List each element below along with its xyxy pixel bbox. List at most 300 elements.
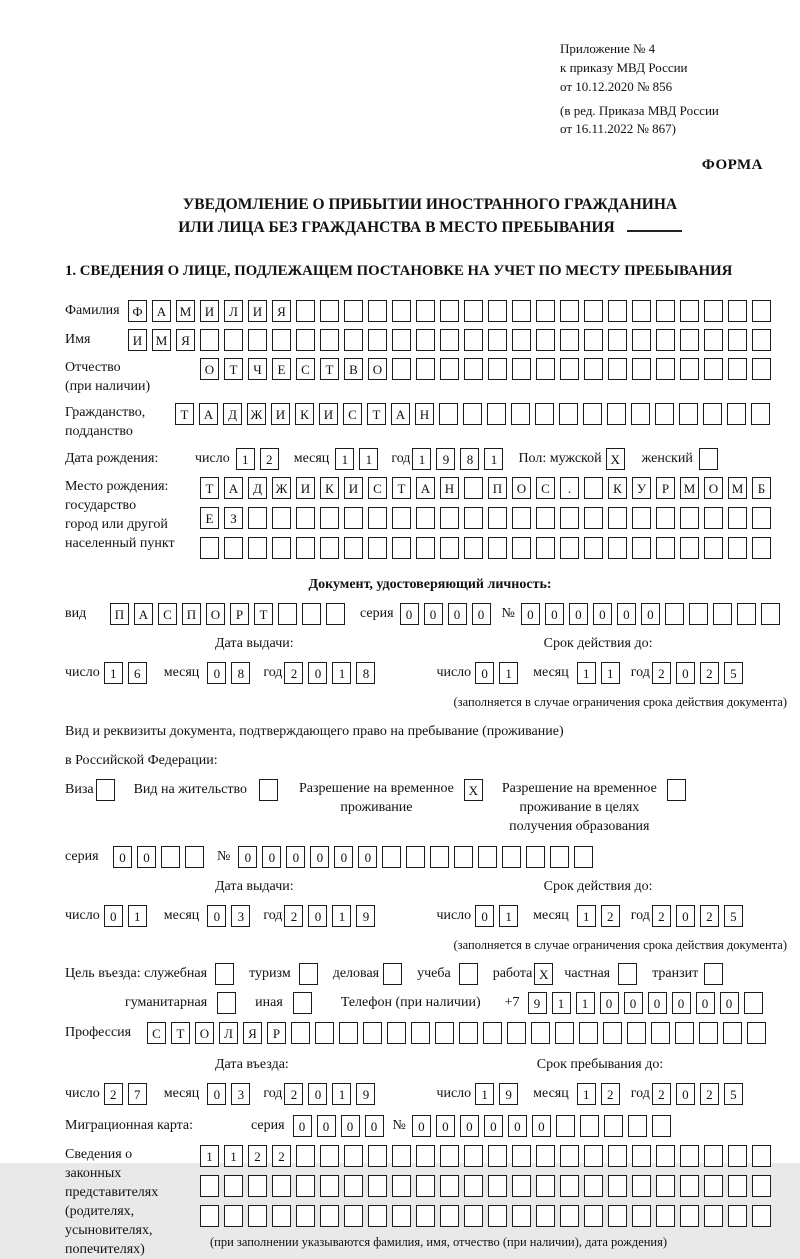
char-cell[interactable] — [344, 300, 363, 322]
char-cell[interactable] — [291, 1022, 310, 1044]
char-cell[interactable]: И — [128, 329, 147, 351]
char-cell[interactable] — [392, 1175, 411, 1197]
char-cell[interactable] — [656, 300, 675, 322]
char-cell[interactable] — [751, 403, 770, 425]
char-cell[interactable] — [689, 603, 708, 625]
char-cell[interactable] — [608, 1205, 627, 1227]
char-cell[interactable]: А — [134, 603, 153, 625]
char-cell[interactable] — [440, 300, 459, 322]
char-cell[interactable] — [416, 329, 435, 351]
char-cell[interactable] — [416, 300, 435, 322]
char-cell[interactable] — [392, 537, 411, 559]
char-cell[interactable] — [680, 1175, 699, 1197]
char-cell[interactable]: Д — [248, 477, 267, 499]
char-cell[interactable] — [440, 507, 459, 529]
char-cell[interactable]: 2 — [284, 1083, 303, 1105]
char-cell[interactable] — [248, 329, 267, 351]
char-cell[interactable]: О — [206, 603, 225, 625]
char-cell[interactable] — [652, 1115, 671, 1137]
char-cell[interactable]: 1 — [236, 448, 255, 470]
char-cell[interactable] — [723, 1022, 742, 1044]
char-cell[interactable]: 0 — [545, 603, 564, 625]
char-cell[interactable] — [728, 1145, 747, 1167]
char-cell[interactable] — [574, 846, 593, 868]
char-cell[interactable] — [752, 1145, 771, 1167]
char-cell[interactable] — [439, 403, 458, 425]
char-cell[interactable] — [315, 1022, 334, 1044]
char-cell[interactable]: Е — [200, 507, 219, 529]
char-cell[interactable]: 6 — [128, 662, 147, 684]
char-cell[interactable] — [744, 992, 763, 1014]
char-cell[interactable]: 2 — [601, 905, 620, 927]
char-cell[interactable] — [488, 300, 507, 322]
char-cell[interactable] — [507, 1022, 526, 1044]
char-cell[interactable] — [382, 846, 401, 868]
char-cell[interactable]: М — [680, 477, 699, 499]
char-cell[interactable] — [535, 403, 554, 425]
char-cell[interactable] — [536, 300, 555, 322]
char-cell[interactable]: Т — [224, 358, 243, 380]
char-cell[interactable]: 1 — [552, 992, 571, 1014]
char-cell[interactable] — [584, 477, 603, 499]
char-cell[interactable] — [320, 300, 339, 322]
char-cell[interactable]: К — [295, 403, 314, 425]
char-cell[interactable] — [584, 1175, 603, 1197]
char-cell[interactable] — [665, 603, 684, 625]
char-cell[interactable] — [392, 1145, 411, 1167]
char-cell[interactable]: 1 — [200, 1145, 219, 1167]
char-cell[interactable] — [344, 1175, 363, 1197]
char-cell[interactable] — [272, 537, 291, 559]
char-cell[interactable] — [320, 329, 339, 351]
char-cell[interactable] — [488, 1145, 507, 1167]
char-cell[interactable] — [512, 329, 531, 351]
char-cell[interactable] — [512, 1205, 531, 1227]
char-cell[interactable] — [344, 507, 363, 529]
char-cell[interactable]: С — [368, 477, 387, 499]
char-cell[interactable] — [584, 1145, 603, 1167]
char-cell[interactable]: 0 — [696, 992, 715, 1014]
char-cell[interactable] — [296, 1205, 315, 1227]
char-cell[interactable]: 1 — [335, 448, 354, 470]
char-cell[interactable] — [627, 1022, 646, 1044]
char-cell[interactable]: Я — [243, 1022, 262, 1044]
char-cell[interactable]: И — [319, 403, 338, 425]
char-cell[interactable] — [560, 1145, 579, 1167]
char-cell[interactable]: А — [391, 403, 410, 425]
char-cell[interactable]: Б — [752, 477, 771, 499]
char-cell[interactable]: М — [152, 329, 171, 351]
char-cell[interactable] — [487, 403, 506, 425]
char-cell[interactable]: И — [344, 477, 363, 499]
char-cell[interactable] — [224, 329, 243, 351]
char-cell[interactable] — [488, 329, 507, 351]
char-cell[interactable]: С — [147, 1022, 166, 1044]
char-cell[interactable] — [440, 1175, 459, 1197]
char-cell[interactable] — [464, 1145, 483, 1167]
char-cell[interactable]: 2 — [104, 1083, 123, 1105]
char-cell[interactable]: Т — [200, 477, 219, 499]
char-cell[interactable]: 1 — [499, 662, 518, 684]
char-cell[interactable] — [608, 537, 627, 559]
char-cell[interactable] — [200, 329, 219, 351]
char-cell[interactable]: И — [200, 300, 219, 322]
char-cell[interactable]: Т — [367, 403, 386, 425]
char-cell[interactable] — [536, 358, 555, 380]
char-cell[interactable]: 9 — [436, 448, 455, 470]
visa-checkbox[interactable] — [96, 779, 115, 801]
char-cell[interactable]: 0 — [207, 1083, 226, 1105]
char-cell[interactable] — [248, 1175, 267, 1197]
char-cell[interactable] — [752, 1175, 771, 1197]
char-cell[interactable] — [296, 507, 315, 529]
char-cell[interactable] — [728, 507, 747, 529]
char-cell[interactable] — [651, 1022, 670, 1044]
char-cell[interactable] — [656, 537, 675, 559]
char-cell[interactable] — [368, 1145, 387, 1167]
char-cell[interactable] — [550, 846, 569, 868]
char-cell[interactable]: Т — [392, 477, 411, 499]
char-cell[interactable] — [752, 1205, 771, 1227]
char-cell[interactable]: 0 — [286, 846, 305, 868]
char-cell[interactable] — [464, 1205, 483, 1227]
char-cell[interactable] — [512, 358, 531, 380]
char-cell[interactable] — [608, 1145, 627, 1167]
char-cell[interactable]: 2 — [284, 662, 303, 684]
char-cell[interactable]: Т — [171, 1022, 190, 1044]
char-cell[interactable] — [560, 1175, 579, 1197]
char-cell[interactable] — [632, 537, 651, 559]
char-cell[interactable] — [526, 846, 545, 868]
char-cell[interactable]: Е — [272, 358, 291, 380]
char-cell[interactable] — [392, 358, 411, 380]
char-cell[interactable] — [656, 507, 675, 529]
char-cell[interactable] — [680, 358, 699, 380]
char-cell[interactable]: 9 — [528, 992, 547, 1014]
purpose-other-checkbox[interactable] — [293, 992, 312, 1014]
purpose-official-checkbox[interactable] — [215, 963, 234, 985]
purpose-transit-checkbox[interactable] — [704, 963, 723, 985]
char-cell[interactable] — [344, 537, 363, 559]
char-cell[interactable] — [752, 300, 771, 322]
char-cell[interactable]: 0 — [593, 603, 612, 625]
char-cell[interactable]: Ж — [247, 403, 266, 425]
char-cell[interactable] — [440, 537, 459, 559]
char-cell[interactable]: 0 — [334, 846, 353, 868]
char-cell[interactable] — [368, 1175, 387, 1197]
char-cell[interactable] — [320, 537, 339, 559]
char-cell[interactable] — [656, 1175, 675, 1197]
char-cell[interactable] — [583, 403, 602, 425]
char-cell[interactable] — [368, 300, 387, 322]
male-checkbox[interactable]: X — [606, 448, 625, 470]
char-cell[interactable]: 0 — [532, 1115, 551, 1137]
char-cell[interactable] — [536, 537, 555, 559]
char-cell[interactable]: 1 — [577, 905, 596, 927]
char-cell[interactable]: 0 — [310, 846, 329, 868]
char-cell[interactable] — [464, 300, 483, 322]
char-cell[interactable] — [392, 329, 411, 351]
char-cell[interactable] — [632, 1175, 651, 1197]
char-cell[interactable]: 0 — [207, 905, 226, 927]
char-cell[interactable] — [680, 300, 699, 322]
char-cell[interactable] — [536, 1145, 555, 1167]
char-cell[interactable]: 1 — [576, 992, 595, 1014]
char-cell[interactable] — [502, 846, 521, 868]
char-cell[interactable] — [392, 1205, 411, 1227]
char-cell[interactable] — [559, 403, 578, 425]
temp-residence-education-checkbox[interactable] — [667, 779, 686, 801]
char-cell[interactable] — [752, 507, 771, 529]
char-cell[interactable] — [296, 537, 315, 559]
char-cell[interactable]: С — [296, 358, 315, 380]
char-cell[interactable]: И — [248, 300, 267, 322]
char-cell[interactable]: 0 — [676, 1083, 695, 1105]
char-cell[interactable]: 1 — [412, 448, 431, 470]
char-cell[interactable] — [608, 507, 627, 529]
purpose-study-checkbox[interactable] — [459, 963, 478, 985]
char-cell[interactable]: 0 — [617, 603, 636, 625]
char-cell[interactable]: Д — [223, 403, 242, 425]
char-cell[interactable]: Т — [320, 358, 339, 380]
char-cell[interactable]: В — [344, 358, 363, 380]
char-cell[interactable] — [387, 1022, 406, 1044]
char-cell[interactable] — [488, 507, 507, 529]
char-cell[interactable] — [632, 1145, 651, 1167]
char-cell[interactable]: П — [110, 603, 129, 625]
char-cell[interactable]: 0 — [676, 905, 695, 927]
char-cell[interactable]: 0 — [262, 846, 281, 868]
char-cell[interactable] — [580, 1115, 599, 1137]
char-cell[interactable] — [584, 358, 603, 380]
char-cell[interactable]: О — [704, 477, 723, 499]
char-cell[interactable]: 1 — [577, 1083, 596, 1105]
char-cell[interactable] — [584, 1205, 603, 1227]
char-cell[interactable] — [536, 1205, 555, 1227]
char-cell[interactable] — [704, 1175, 723, 1197]
char-cell[interactable]: 0 — [308, 905, 327, 927]
char-cell[interactable] — [728, 1175, 747, 1197]
char-cell[interactable] — [296, 1145, 315, 1167]
char-cell[interactable]: 1 — [224, 1145, 243, 1167]
char-cell[interactable]: 3 — [231, 1083, 250, 1105]
char-cell[interactable] — [483, 1022, 502, 1044]
char-cell[interactable] — [272, 1175, 291, 1197]
char-cell[interactable] — [512, 300, 531, 322]
char-cell[interactable] — [747, 1022, 766, 1044]
purpose-business-checkbox[interactable] — [383, 963, 402, 985]
char-cell[interactable]: Ф — [128, 300, 147, 322]
char-cell[interactable]: 8 — [460, 448, 479, 470]
char-cell[interactable]: Р — [267, 1022, 286, 1044]
char-cell[interactable] — [320, 507, 339, 529]
char-cell[interactable] — [344, 329, 363, 351]
char-cell[interactable] — [200, 1205, 219, 1227]
char-cell[interactable] — [344, 1205, 363, 1227]
char-cell[interactable] — [560, 537, 579, 559]
char-cell[interactable] — [464, 477, 483, 499]
char-cell[interactable] — [278, 603, 297, 625]
char-cell[interactable] — [560, 329, 579, 351]
char-cell[interactable] — [737, 603, 756, 625]
char-cell[interactable]: У — [632, 477, 651, 499]
char-cell[interactable]: 1 — [104, 662, 123, 684]
char-cell[interactable]: 1 — [601, 662, 620, 684]
char-cell[interactable] — [488, 1205, 507, 1227]
char-cell[interactable] — [464, 1175, 483, 1197]
char-cell[interactable]: 9 — [356, 905, 375, 927]
char-cell[interactable]: Л — [224, 300, 243, 322]
char-cell[interactable] — [248, 507, 267, 529]
char-cell[interactable] — [761, 603, 780, 625]
char-cell[interactable] — [185, 846, 204, 868]
char-cell[interactable] — [435, 1022, 454, 1044]
char-cell[interactable]: 2 — [272, 1145, 291, 1167]
char-cell[interactable]: 0 — [475, 662, 494, 684]
char-cell[interactable]: 0 — [308, 662, 327, 684]
char-cell[interactable]: О — [200, 358, 219, 380]
char-cell[interactable] — [430, 846, 449, 868]
char-cell[interactable] — [161, 846, 180, 868]
char-cell[interactable]: 0 — [720, 992, 739, 1014]
char-cell[interactable] — [248, 1205, 267, 1227]
char-cell[interactable]: 0 — [448, 603, 467, 625]
char-cell[interactable] — [555, 1022, 574, 1044]
char-cell[interactable]: 0 — [238, 846, 257, 868]
char-cell[interactable]: Н — [415, 403, 434, 425]
char-cell[interactable]: 0 — [508, 1115, 527, 1137]
char-cell[interactable] — [584, 300, 603, 322]
char-cell[interactable] — [224, 1205, 243, 1227]
char-cell[interactable]: О — [512, 477, 531, 499]
char-cell[interactable] — [302, 603, 321, 625]
char-cell[interactable] — [631, 403, 650, 425]
char-cell[interactable]: 0 — [648, 992, 667, 1014]
char-cell[interactable] — [536, 329, 555, 351]
char-cell[interactable]: 5 — [724, 1083, 743, 1105]
char-cell[interactable]: . — [560, 477, 579, 499]
char-cell[interactable]: Н — [440, 477, 459, 499]
char-cell[interactable]: О — [195, 1022, 214, 1044]
char-cell[interactable]: 1 — [499, 905, 518, 927]
char-cell[interactable]: 2 — [652, 905, 671, 927]
char-cell[interactable] — [699, 1022, 718, 1044]
char-cell[interactable] — [728, 329, 747, 351]
char-cell[interactable] — [604, 1115, 623, 1137]
char-cell[interactable] — [416, 1205, 435, 1227]
char-cell[interactable]: Т — [175, 403, 194, 425]
char-cell[interactable] — [488, 358, 507, 380]
char-cell[interactable]: П — [182, 603, 201, 625]
char-cell[interactable]: 2 — [601, 1083, 620, 1105]
char-cell[interactable] — [556, 1115, 575, 1137]
char-cell[interactable]: 1 — [332, 905, 351, 927]
char-cell[interactable] — [579, 1022, 598, 1044]
char-cell[interactable] — [584, 537, 603, 559]
char-cell[interactable] — [440, 358, 459, 380]
char-cell[interactable]: 5 — [724, 662, 743, 684]
char-cell[interactable] — [704, 1205, 723, 1227]
char-cell[interactable] — [200, 1175, 219, 1197]
char-cell[interactable] — [464, 358, 483, 380]
char-cell[interactable] — [679, 403, 698, 425]
char-cell[interactable] — [200, 537, 219, 559]
char-cell[interactable] — [632, 1205, 651, 1227]
char-cell[interactable]: 0 — [400, 603, 419, 625]
char-cell[interactable]: 1 — [484, 448, 503, 470]
char-cell[interactable] — [224, 537, 243, 559]
char-cell[interactable] — [608, 1175, 627, 1197]
char-cell[interactable] — [703, 403, 722, 425]
char-cell[interactable] — [416, 537, 435, 559]
char-cell[interactable]: 2 — [652, 1083, 671, 1105]
char-cell[interactable] — [603, 1022, 622, 1044]
char-cell[interactable] — [440, 1205, 459, 1227]
char-cell[interactable]: 0 — [293, 1115, 312, 1137]
char-cell[interactable] — [704, 329, 723, 351]
char-cell[interactable]: Р — [656, 477, 675, 499]
char-cell[interactable] — [272, 507, 291, 529]
female-checkbox[interactable] — [699, 448, 718, 470]
char-cell[interactable] — [727, 403, 746, 425]
char-cell[interactable] — [488, 1175, 507, 1197]
char-cell[interactable] — [440, 329, 459, 351]
char-cell[interactable]: А — [416, 477, 435, 499]
char-cell[interactable]: 0 — [641, 603, 660, 625]
char-cell[interactable] — [560, 358, 579, 380]
char-cell[interactable]: Я — [272, 300, 291, 322]
char-cell[interactable] — [680, 537, 699, 559]
char-cell[interactable] — [326, 603, 345, 625]
char-cell[interactable] — [632, 300, 651, 322]
char-cell[interactable]: 0 — [460, 1115, 479, 1137]
char-cell[interactable] — [713, 603, 732, 625]
char-cell[interactable] — [656, 1205, 675, 1227]
char-cell[interactable]: С — [158, 603, 177, 625]
char-cell[interactable] — [632, 507, 651, 529]
char-cell[interactable]: 1 — [332, 662, 351, 684]
char-cell[interactable] — [416, 1145, 435, 1167]
char-cell[interactable] — [344, 1145, 363, 1167]
char-cell[interactable] — [728, 358, 747, 380]
temp-residence-checkbox[interactable]: X — [464, 779, 483, 801]
char-cell[interactable] — [608, 358, 627, 380]
char-cell[interactable] — [752, 329, 771, 351]
char-cell[interactable] — [464, 329, 483, 351]
char-cell[interactable]: 9 — [356, 1083, 375, 1105]
char-cell[interactable]: Л — [219, 1022, 238, 1044]
char-cell[interactable]: 3 — [231, 905, 250, 927]
char-cell[interactable]: 5 — [724, 905, 743, 927]
char-cell[interactable]: С — [536, 477, 555, 499]
char-cell[interactable]: К — [320, 477, 339, 499]
char-cell[interactable] — [272, 1205, 291, 1227]
char-cell[interactable] — [416, 358, 435, 380]
char-cell[interactable] — [296, 329, 315, 351]
char-cell[interactable] — [680, 1145, 699, 1167]
char-cell[interactable] — [704, 537, 723, 559]
char-cell[interactable]: 8 — [231, 662, 250, 684]
char-cell[interactable] — [459, 1022, 478, 1044]
char-cell[interactable]: 1 — [128, 905, 147, 927]
char-cell[interactable] — [728, 300, 747, 322]
char-cell[interactable]: 0 — [137, 846, 156, 868]
char-cell[interactable] — [536, 1175, 555, 1197]
char-cell[interactable]: 2 — [652, 662, 671, 684]
char-cell[interactable]: 0 — [475, 905, 494, 927]
char-cell[interactable] — [368, 329, 387, 351]
char-cell[interactable] — [531, 1022, 550, 1044]
